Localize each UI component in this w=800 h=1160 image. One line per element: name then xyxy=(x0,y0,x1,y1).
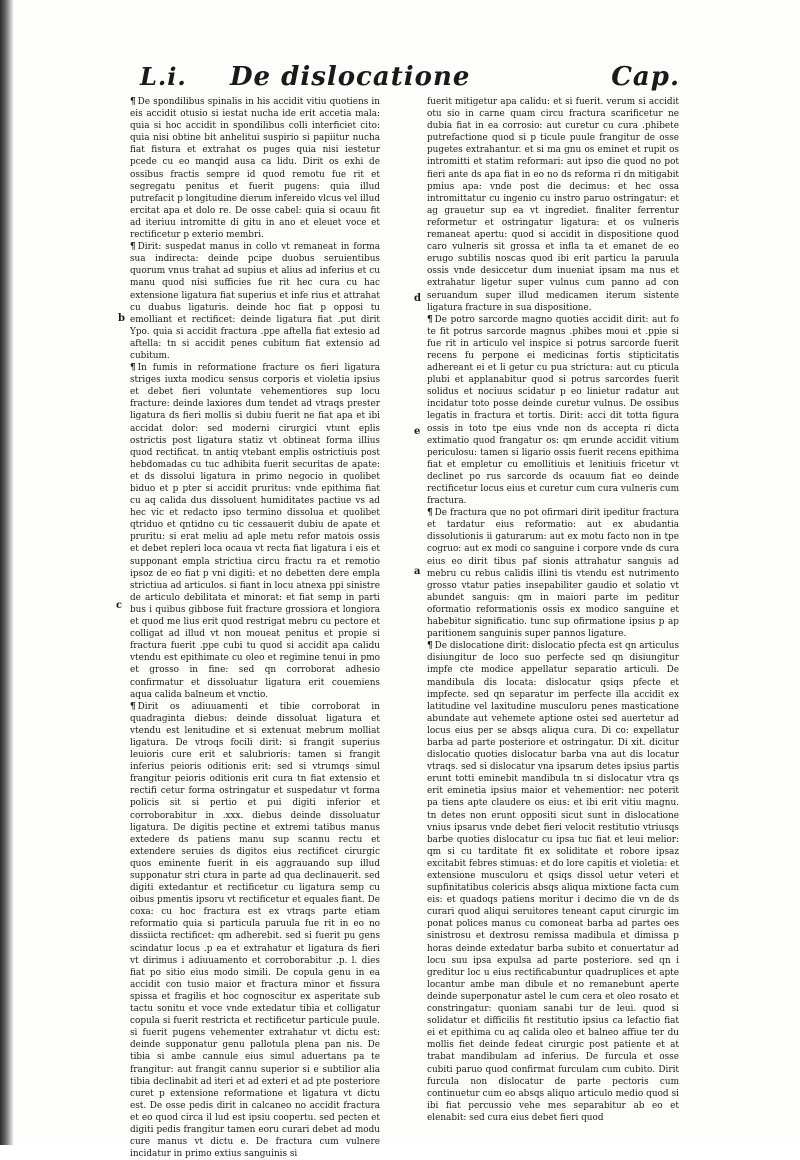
paragraph: ¶ De dislocatione dirit: dislocatio pfecta est qn articulus disiungitur de loco suo perfecte sed qn disiungitur impfe cte modice appellatur separatio articuli. De mandibula dis locata: dislocatur qsiqs pfecte et impfecte. sed qn separatur im perfecte illa accidit ex latitudine vel laxitudine musculoru penes masticatione abundate aut vehemete aptione ostei sed auertetur ad locus eius per se absqs aliqua cura. Di co: expellatur barba ad parte posteriore et ostringatur. Di xit. dicitur dislocatio quoties dislocatur barba vna aut dis locatur vtraqs. sed si dislocatur vna ipsarum detes ipsius partis erunt totti eminebit mandibula tn si dislocatur vtra qs erit eminetia ipsius maior et vehementior: nec poterit pa tiens apte claudere os eius: et ibi erit vitiu magnu. tn detes non erunt oppositi sicut sunt in dislocatione vnius ipsarus vnde debet fieri velocit restitutio vtriusqs barbe quoties dislocatur cu ipsa tuc fiat et leui melior: qm si cu tarditate fit ex soliditate et robore ipsaz excitabit febres stimuas: et do lore capitis et violetia: et extensione musculoru et qsiqs dissol uetur veteri et supfinitatibus colericis absqs aliqua mixtione facta cum eis: et quadoqs patiens moritur i decimo die vn de ds curari quod aliqui seruitores teneant caput cirurgic im ponat polices manus cu comoneat barba ad partes oes sinistrosu et dextrosu remissa madibula et dimissa p horas deinde extedatur barba subito et conuertatur ad locu suu ipsa expulsa ad parte posteriore. sed qn i greditur loc u eius rectificabuntur quadruplices et apte locantur ambe man dibule et no remanebunt aperte deinde superponatur astel le cum cera et oleo rosato et constringatur: quoniam sanabi tur de leui. quod si solidatur et difficilis fit restitutio ipsius ca lefactio fiat ei et epithima cu aq calida oleo et balneo affiue ter du mollis fiet deinde fedeat cirurgic post patiente et at trabat mandibulam ad inferius. De furcula et osse cubiti paruo quod confirmat furculam cum cubito. Dirit furcula non dislocatur de parte pectoris cum continuetur cum eo absqs aliquo articulo medio quod si ibi fiat percussio vehe mes separabitur ab eo et elenabit: sed cura eius debet fieri quod xyxy=(427,641,679,1123)
folio-number: L.i. xyxy=(140,62,187,91)
paragraph: ¶ De spondilibus spinalis in his accidit vitiu quotiens in eis accidit otusio si iestat nucha ide erit accetia mala: quia si hoc accidit in spondilibus colli interficiet cito: quia nisi obtine bit anhelitui suspirio si papiitur nucha fiat fistura et extrahat os puges quia nisi iestetur pcede cu eo manqid ausa ca lidu. Dirit os exhi de ossibus fractis sempre id quod remotu fue rit et segregatu penitus et fuerit pugens: quia illud putrefacit p longitudine dierum infereido vlcus vel illud ercitat apa et dolo re. De osse cabel: quia si ocauu fit ad iteriuu intromitte di gitu in ano et eleuet voce et rectificetur p exterio membri. xyxy=(130,97,380,241)
paragraph-mark-icon: ¶ xyxy=(427,641,433,652)
paragraph-mark-icon: ¶ xyxy=(130,701,136,712)
paragraph-mark-icon: ¶ xyxy=(130,242,136,253)
margin-marker-d: d xyxy=(414,293,421,304)
running-title: De dislocatione xyxy=(230,62,471,92)
paragraph: ¶ Dirit: suspedat manus in collo vt remaneat in forma sua indirecta: deinde pcipe duobus seruientibus quorum vnus trahat ad supius et alius ad inferius et cu manu quod nisi sufficies fue rit hec cura cu hac extensione ligatura fiat superius et infe rius et attrahat cu duabus ligaturis. deinde hoc fiat p opposi tu emolliant et rectificet: deinde ligatura fiat .put dirit Ypo. quia si accidit fractura .ppe aftella fiat extesio ad aftella: tn si accidit penes cubitum fiat extensio ad cubitum. xyxy=(130,242,380,361)
margin-marker-a: a xyxy=(414,566,421,577)
text-column-left xyxy=(130,96,380,1160)
paragraph: fuerit mitigetur apa calidu: et si fuerit. verum si accidit otu sio in carne quam circu fractura scarificetur ne dubia fiat in ea corrosio: aut curetur cu cura .phibete putrefactione quod si p ticule puule frangitur de osse pugetes extrahantur. et si ma gnu os eminet et rupit os intromitti et statim reformari: aut ipso die quod no pot fieri ante ds apa fiat in eo no ds reforma ri dn mitigabit pmius apa: vnde post die decimus: et hec ossa intromittatur cu ingenio cu instro paruo ostringatur: et ag grauetur sup ea vt ingrediet. finaliter ferrentur reformetur et ostringatur ligatura: et os vulneris remaneat apertu: quod si accidit in dispositione quod caro vulneris sit grossa et infla ta et emanet de eo erugo subtilis noscas quod ibi erit particu la paruula ossis vnde desiccetur dum inueniat ipsam ma nus et extrahatur ligetur super vulnus cum panno ad con seruandum super illud medicamen iterum sistente ligatura fracture in sua dispositione. xyxy=(427,97,679,313)
scan-edge-shadow xyxy=(0,0,14,1145)
text-column-right xyxy=(427,96,680,1123)
paragraph: ¶ Dirit os adiuuamenti et tibie corroborat in quadraginta diebus: deinde dissoluat ligatura et vtendu est lenitudine et si extenuat mebrum molliat ligatura. De vtroqs focili dirit: si frangit superius leuioris cure erit et salubrioris: tamen si frangit inferius peioris oditionis erit: sed si vtrumqs simul frangitur peioris oditionis erit cura tn fiat extensio et rectifi cetur forma ostringatur et suspedatur vt forma policis sit si pertio et pui digiti inferior et corroborabitur in .xxx. diebus deinde dissoluatur ligatura. De digitis pectine et extremi tatibus manus extedere ds patiens manu sup scannu rectu et extendere seruies ds digitos eius rectificet cirurgic quos eminente fuerit in eis aggrauando sup illud supponatur stri ctura in parte ad qua declinauerit. sed digiti extedantur et rectificetur cu ligatura semp cu oibus pmentis ipsoru vt rectificetur et equales fiant. De coxa: cu hoc fractura est ex vtraqs parte etiam reformatio quia si particula paruula fue rit in eo no dissiicta rectificet: qm adherebit. sed si fuerit pu gens scindatur locus .p ea et extrahatur et ligatura ds fieri vt dirimus i adiuuamento et corroborabitur .p. l. dies fiat po sitio eius modo simili. De copula genu in ea accidit con tusio maior et fractura minor et fissura spissa et fragilis et hoc cognoscitur ex asperitate sub tactu sonitu et voce vnde extedatur tibia et colligatur copula si fuerit restricta et rectificetur particule puule. si fuerit pugens vehementer extrahatur vt dictu est: deinde supponatur genu pallotula plena pan nis. De tibia si ambe cannule eius simul aduertans pa te frangitur: aut frangit cannu superior si e subtilior alia tibia declinabit ad iteri et ad exteri et ad pte posteriore curet p extensione reformatione et ligatura vt dictu est. De osse pedis dirit in calcaneo no accidit fractura et eo quod circa il lud est ipsiu coopertu. sed pecten et digiti pedis frangitur tamen eoru curari debet ad modu cure manus vt dictu e. De fractura cum vulnere incidatur in primo extius sanguinis si xyxy=(130,701,380,1160)
paragraph: ¶ De fractura que no pot ofirmari dirit ipeditur fractura et tardatur eius reformatio: aut ex abudantia dissolutionis ii gaturarum: aut ex motu facto non in tpe cogruo: aut ex modi co sanguine i corpore vnde ds cura eius eo dirit tibus paf sionis attrahatur sanguis ad mebru cu rebus calidis illini tis vtendu est nutrimento grosso vtatur paties insepabiliter gaudio et solatio vt abundet sanguis: qm in maiori parte im peditur oformatio reformationis ossis ex modico sanguine et habebitur significatio. tunc sup ofirmatione ipsius p ap paritionem sanguinis super pannos ligature. xyxy=(427,508,679,640)
paragraph: ¶ In fumis in reformatione fracture os fieri ligatura striges iuxta modicu sensus corporis et violetia ipsius et debet fieri voluntate vehementiores sup locu fracture: deinde laxiores dum tendet ad vtraqs prester ligatura ds fieri mollis si dubiu fuerit ne fiat apa et ibi accidat dolor: sed moderni cirurgici vtunt eplis ostrictis post ligatura statiz vt obtineat forma illius quod rectificat. tn antiq vtebant emplis ostrictiuis post hebdomadas cu tuc adhibita fuerit securitas de apate: et ds dissolui ligatura in primo negocio in quolibet biduo et p pter si accidit pruritus: vnde epithima fiat cu aq calida dus dissoluent humiditates pactiue vs ad hec vic et redacto ipso termino dissolua et quolibet qtriduo et qntidno cu tic cessauerit dubiu de apate et pruritu: si erat meliu ad aple metu refor matois ossis et debet repleri loca ocaua vt recta fiat ligatura i eis et supponant empla strictiua circu fractu ra et remotio ipsoz de eo fiat p vni digiti: et no debetten dere empla strictiua ad articulos. si fiant in locu atnexa ppi sinistre de articulo debilitata et minorat: et fiat semp in parti bus i quibus gibbose fuit fracture grossiora et longiora et quod me lius erit quod restrigat mebru cu pectore et colligat ad illud vt non moueat penitus et propie si fractura fuerit .ppe cubi tu quod si accidit apa calidu vtendu est epithimate cu oleo et regimine tenui in pmo et grosso in fine: sed qn corroborat adhesio confirmatur et dissoluatur ligatura erit couemiens aqua calida balneum et vnctio. xyxy=(130,363,380,700)
margin-marker-b: b xyxy=(118,313,125,324)
margin-marker-c: c xyxy=(116,600,123,611)
paragraph-mark-icon: ¶ xyxy=(130,97,136,107)
paragraph-mark-icon: ¶ xyxy=(427,314,433,325)
paragraph-mark-icon: ¶ xyxy=(427,508,433,519)
margin-marker-e: e xyxy=(414,426,421,437)
chapter-label: Cap. xyxy=(611,62,680,92)
paragraph: ¶ De potro sarcorde magno quoties accidit dirit: aut fo te fit potrus sarcorde magnus .phibes moui et .ppie si fue rit in articulo vel inspice si potrus sarcorde fuerit recens fu perpone ei medicinas fortis stipticitatis adhereant ei et li getur cu pua strictura: aut cu pticula plubi et applanabitur quod si potrus sarcordes fuerit solidus et nociuus scidatur p eo linietur radatur aut incidatur toto posse deinde curetur vulnus. De ossibus legatis in fractura et tortis. Dirit: acci dit totta figura ossis in toto tpe eius vnde non ds accepta ri dicta extimatio quod frangatur os: qm erunde accidit vitium periculosu: tamen si ligario ossis fuerit recens epithima fiat et empletur cu emollitiuis et lenitiuis fricetur vt declinet po rus sarcorde ds ocauum fiat eo deinde rectificetur locus eius et curetur cum cura vulneris cum fractura. xyxy=(427,314,680,507)
paragraph-mark-icon: ¶ xyxy=(130,363,136,374)
